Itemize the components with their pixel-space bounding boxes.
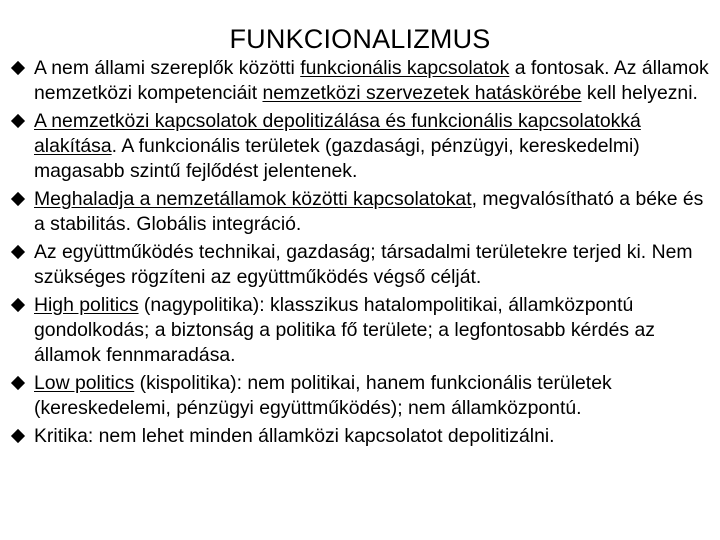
text-run: Kritika: nem lehet minden államközi kapcsolatot depolitizálni. [34,425,555,447]
diamond-bullet-icon [11,61,25,75]
bullet-item [10,371,716,421]
diamond-bullet-icon [11,114,25,128]
bullet-item [10,56,716,106]
text-run: . A funkcionális területek (gazdasági, pénzügyi, kereskedelmi) magasabb szintű fejlődést jelentenek. [34,135,640,182]
bullet-item [10,187,716,237]
slide-title: FUNKCIONALIZMUS [229,24,491,54]
bullet-text [34,241,693,288]
bullet-text [34,294,655,366]
bullet-list [10,56,716,452]
bullet-item [10,109,716,184]
bullet-text [34,425,555,447]
bullet-item [10,240,716,290]
bullet-text [34,372,612,419]
diamond-bullet-icon [11,245,25,259]
underlined-phrase: High politics [34,294,139,316]
text-run: (kispolitika): nem politikai, hanem funkcionális területek (kereskedelemi, pénzügyi együttműködés); nem államközpontú. [34,372,612,419]
text-run: (nagypolitika): klasszikus hatalompolitikai, államközpontú gondolkodás; a biztonság a politika fő területe; a legfontosabb kérdés az államok fennmaradása. [34,294,655,366]
bullet-text [34,110,641,182]
bullet-text [34,188,703,235]
underlined-phrase: funkcionális kapcsolatok [300,57,510,79]
underlined-phrase: Meghaladja a nemzetállamok közötti kapcsolatokat [34,188,472,210]
diamond-bullet-icon [11,376,25,390]
bullet-text [34,57,709,104]
underlined-phrase: A nemzetközi kapcsolatok depolitizálása és funkcionális kapcsolatokká alakítása [34,110,641,157]
underlined-phrase: Low politics [34,372,135,394]
underlined-phrase: nemzetközi szervezetek hatáskörébe [262,82,582,104]
bullet-item [10,293,716,368]
text-run: kell helyezni. [581,82,698,104]
bullet-item [10,424,716,449]
text-run: , megvalósítható a béke és a stabilitás. Globális integráció. [34,188,704,235]
diamond-bullet-icon [11,298,25,312]
text-run: Az együttműködés technikai, gazdaság; társadalmi területekre terjed ki. Nem szükséges rögzíteni az együttműködés végső célját. [34,241,693,288]
diamond-bullet-icon [11,429,25,443]
diamond-bullet-icon [11,192,25,206]
text-run: a fontosak. Az államok nemzetközi kompetenciáit [34,57,709,104]
text-run: A nem állami szereplők közötti [34,57,301,79]
